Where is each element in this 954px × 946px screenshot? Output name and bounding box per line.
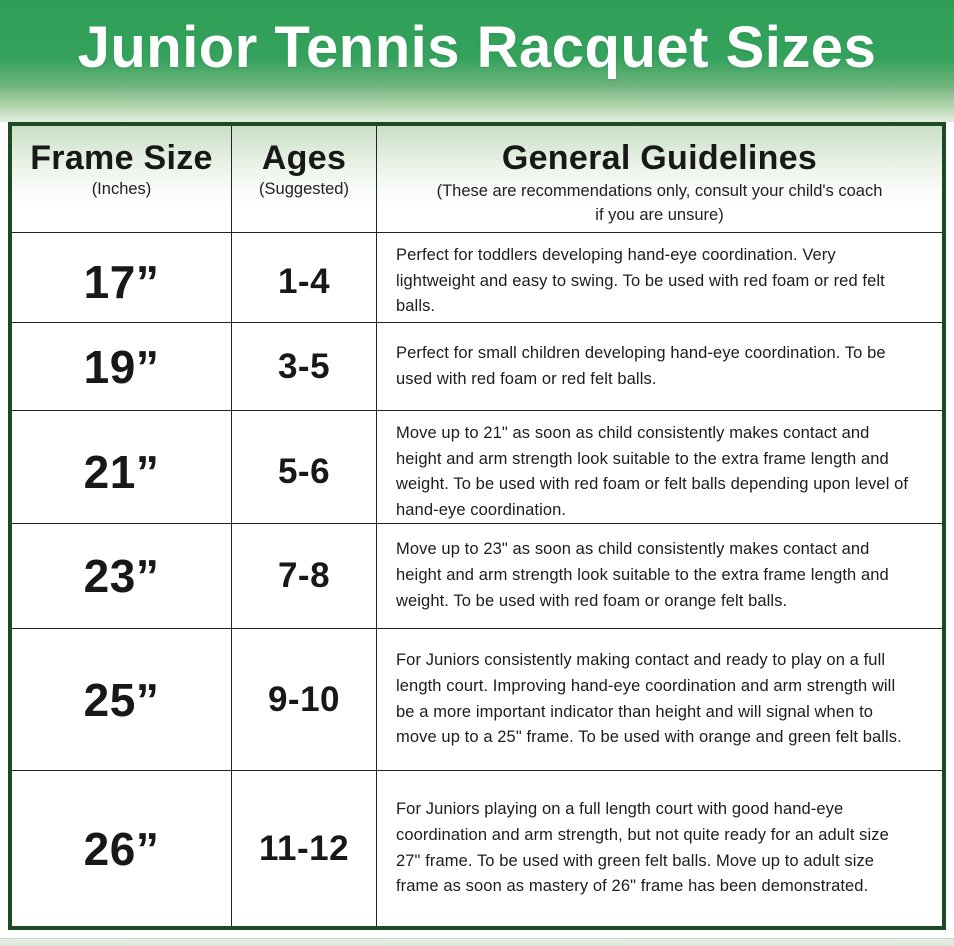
table-row-21 <box>12 410 942 523</box>
racquet-size-table <box>8 122 946 930</box>
table-row-19 <box>12 322 942 410</box>
table-row-17 <box>12 232 942 322</box>
table-row-26 <box>12 770 942 926</box>
guideline-text: Perfect for toddlers developing hand-eye coordination. Very lightweight and easy to swing. To be used with red foam or red felt balls. <box>396 246 885 316</box>
header-guidelines-subtitle: (These are recommendations only, consult your child's coach if you are unsure) <box>436 182 883 225</box>
header-ages <box>232 126 377 232</box>
guideline-text: Move up to 23" as soon as child consistently makes contact and height and arm strength look suitable to the extra frame length and weight. To be used with red foam or orange felt balls. <box>396 540 889 610</box>
frame-size-value: 25” <box>12 629 232 770</box>
ages-value: 5-6 <box>232 411 377 534</box>
table-header-row <box>12 126 942 232</box>
frame-size-value: 19” <box>12 323 232 410</box>
frame-size-value: 26” <box>12 771 232 926</box>
guideline-text: For Juniors consistently making contact and ready to play on a full length court. Improving hand-eye coordination and arm strength will be a more important indicator than height and will signal when to move up to a 25" frame. To be used with orange and green felt balls. <box>396 651 902 747</box>
ages-value: 11-12 <box>232 771 377 926</box>
frame-size-value: 17” <box>12 233 232 330</box>
header-frame-size-title: Frame Size <box>30 139 213 177</box>
banner <box>0 0 954 122</box>
header-ages-title: Ages <box>261 139 347 177</box>
header-guidelines-title: General Guidelines <box>501 139 818 177</box>
ages-value: 1-4 <box>232 233 377 330</box>
page-title: Junior Tennis Racquet Sizes <box>77 15 877 80</box>
frame-size-value: 21” <box>12 411 232 534</box>
frame-size-value: 23” <box>12 524 232 628</box>
ages-value: 7-8 <box>232 524 377 628</box>
footer-gap <box>0 930 954 938</box>
header-ages-subtitle: (Suggested) <box>259 180 349 199</box>
table-row-25 <box>12 628 942 770</box>
guideline-text: Move up to 21" as soon as child consistently makes contact and height and arm strength look suitable to the extra frame length and weight. To be used with red foam or felt balls depending upon level of hand-eye coordination. <box>396 424 909 520</box>
header-guidelines <box>377 126 942 232</box>
ages-value: 9-10 <box>232 629 377 770</box>
ages-value: 3-5 <box>232 323 377 410</box>
footer-strip <box>0 938 954 946</box>
guideline-text: For Juniors playing on a full length court with good hand-eye coordination and arm strength, but not quite ready for an adult size 27" frame. To be used with green felt balls. Move up to adult size frame as soon as mastery of 26" frame has been demonstrated. <box>396 800 889 896</box>
header-frame-size-subtitle: (Inches) <box>91 180 152 199</box>
header-frame-size <box>12 126 232 232</box>
guideline-text: Perfect for small children developing hand-eye coordination. To be used with red foam or red felt balls. <box>396 343 886 388</box>
table-row-23 <box>12 523 942 628</box>
